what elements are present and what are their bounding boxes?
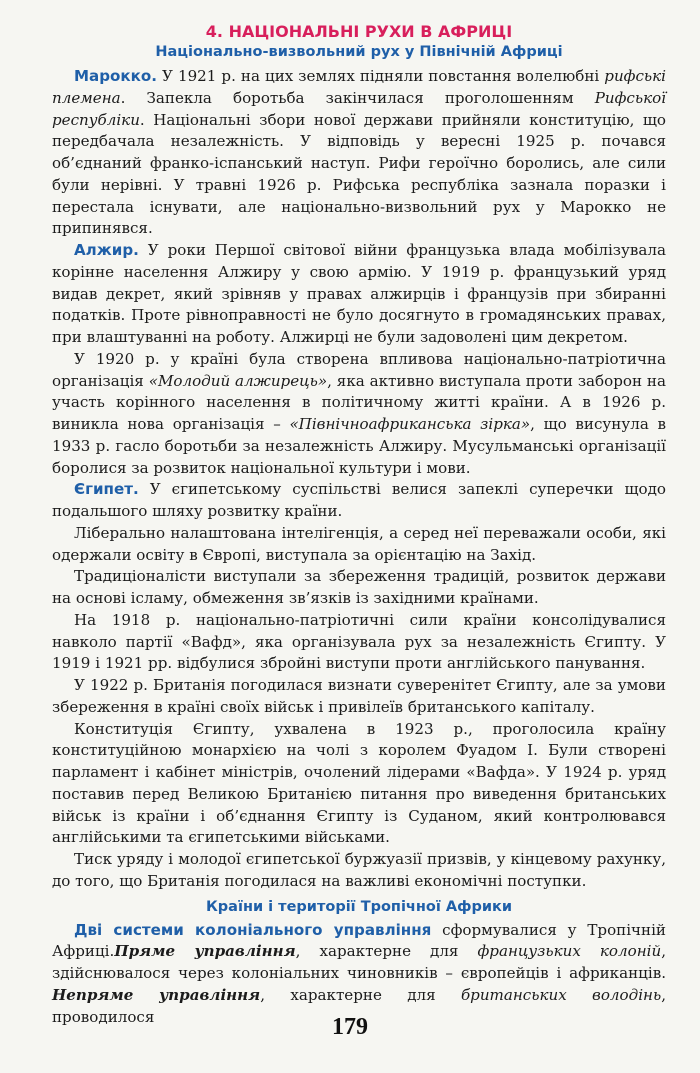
paragraph-egypt-constitution: Конституція Єгипту, ухвалена в 1923 р., проголосила країну конституційною монархією на чолі з королем Фуадом І. Були створені парламент і кабінет міністрів, очолений лідерами «Вафда». У 1924 р. уряд поставив перед Великою Британією питання про виведення британських військ із країни і об’єднання Єгипту із Суданом, який контролювався англійськими та єгипетськими військами. [52, 719, 666, 847]
paragraph-algeria-organizations: У 1920 р. у країні була створена впливова національно-патріотична організація «Молодий алжирець», яка активно виступала проти заборон на участь корінного населення в політичному житті країни. А в 1926 р. виникла нова організація – «Північноафриканська зірка», що висунула в 1933 р. гасло боротьби за незалежність Алжиру. Мусульманські організації боролися за розвиток національної культури і мови. [52, 349, 666, 477]
paragraph-egypt: Єгипет. У єгипетському суспільстві велися запеклі суперечки щодо подальшого шляху розвитку країни. [52, 480, 666, 520]
paragraph-colonial-systems: Дві системи колоніального управління сформувалися у Тропічній Африці.Пряме управління, характерне для французьких колоній, здійснювалося через колоніальних чиновників – європейців і африканців. Непряме управління, характерне для британських володінь, проводилося [52, 920, 666, 1026]
section-title-tropical-africa: Країни і території Тропічної Африки [205, 898, 513, 915]
lead-egypt: Єгипет. [74, 480, 139, 499]
page-number: 179 [332, 1014, 368, 1040]
paragraph-egypt-1922: У 1922 р. Британія погодилася визнати суверенітет Єгипту, але за умови збереження в країні своїх військ і привілеїв британського капіталу. [52, 676, 666, 716]
lead-colonial-systems: Дві системи колоніального управління [74, 920, 432, 939]
paragraph-egypt-concessions: Тиск уряду і молодої єгипетської буржуазії призвів, у кінцевому рахунку, до того, що Британія погодилася на важливі економічні поступки. [52, 850, 666, 890]
paragraph-morocco: Марокко. У 1921 р. на цих землях підняли повстання волелюбні рифські племена. Запекла боротьба закінчилася проголошенням Рифської республіки. Національні збори нової держави прийняли конституцію, що передбачала незалежність. У відповідь у вересні 1925 р. почався об’єднаний франко-іспанський наступ. Рифи героїчно боролись, але сили були нерівні. У травні 1926 р. Рифська республіка зазнала поразки і перестала існувати, але національно-визвольний рух у Марокко не припинявся. [52, 67, 666, 238]
paragraph-egypt-traditionalists: Традиціоналісти виступали за збереження традицій, розвиток держави на основі ісламу, обмеження зв’язків із західними країнами. [52, 567, 666, 607]
paragraph-algeria: Алжир. У роки Першої світової війни французька влада мобілізувала корінне населення Алжиру у свою армію. У 1919 р. французький уряд видав декрет, який зрівняв у правах алжирців і французів при збиранні податків. Проте рівноправності не було досягнуто в громадянських правах, при влаштуванні на роботу. Алжирці не були задоволені цим декретом. [52, 241, 666, 346]
paragraph-egypt-wafd: На 1918 р. національно-патріотичні сили країни консолідувалися навколо партії «Вафд», яка організувала рух за незалежність Єгипту. У 1919 і 1921 рр. відбулися збройні виступи проти англійського панування. [52, 610, 666, 673]
section-title-north-africa: Національно-визвольний рух у Північній Африці [155, 44, 563, 60]
chapter-title: 4. НАЦІОНАЛЬНІ РУХИ В АФРИЦІ [205, 22, 513, 41]
paragraph-egypt-liberals: Ліберально налаштована інтелігенція, а серед неї переважали особи, які одержали освіту в Європі, виступала за орієнтацію на Захід. [52, 523, 666, 564]
lead-morocco: Марокко. [74, 67, 157, 85]
lead-algeria: Алжир. [74, 241, 139, 259]
